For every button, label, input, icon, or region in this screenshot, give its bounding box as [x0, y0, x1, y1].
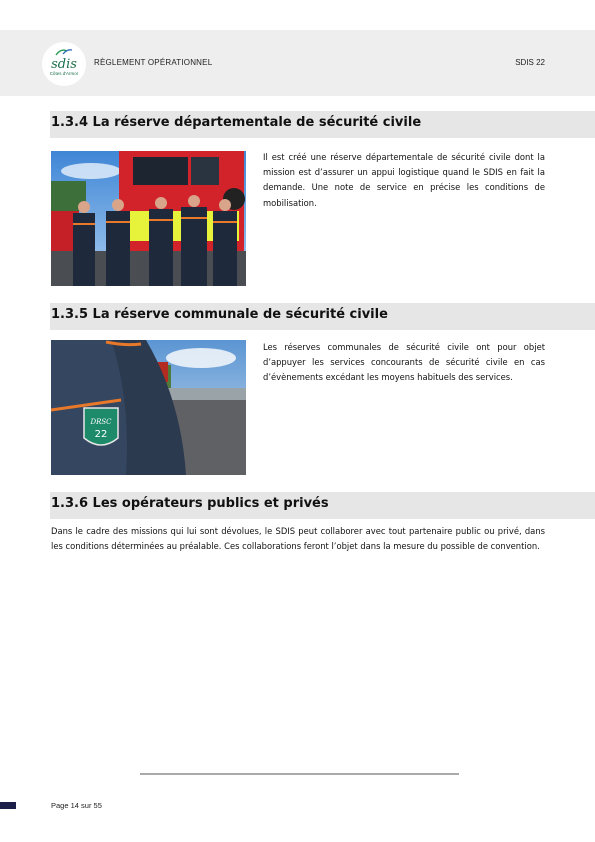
badge-number: 22 — [94, 429, 108, 440]
footer-accent-mark — [0, 802, 16, 809]
section-heading-bar — [50, 492, 595, 519]
logo-subtext: Côtes d'Armor — [49, 71, 79, 76]
section-title: 1.3.4 La réserve départementale de sécurité civile — [51, 115, 422, 130]
badge-label: DRSC — [90, 418, 112, 426]
page-number: Page 14 sur 55 — [51, 801, 102, 810]
sdis-logo — [42, 42, 86, 86]
footer-divider — [140, 773, 459, 775]
reserve-uniform-photo — [51, 340, 246, 475]
reserve-team-photo — [51, 151, 246, 286]
page-header — [0, 30, 595, 96]
section-paragraph: Les réserves communales de sécurité civile ont pour objet d’appuyer les services concourants de sécurité civile en cas d’évènements excédant les moyens habituels des services. — [263, 342, 545, 383]
section-title: 1.3.5 La réserve communale de sécurité civile — [51, 307, 388, 322]
leaf-icon — [55, 48, 73, 56]
section-paragraph: Il est créé une réserve départementale de sécurité civile dont la mission est d’assurer un appui logistique quand le SDIS en fait la demande. Une note de service en précise les conditions de mobilisation. — [263, 152, 545, 208]
document-code: SDIS 22 — [515, 58, 545, 67]
section-heading-bar — [50, 303, 595, 330]
section-paragraph: Dans le cadre des missions qui lui sont dévolues, le SDIS peut collaborer avec tout partenaire public ou privé, dans les conditions déterminées au préalable. Ces collaborations feront l’objet dans la mesure du possible de convention. — [51, 526, 545, 552]
section-title: 1.3.6 Les opérateurs publics et privés — [51, 496, 329, 511]
section-heading-bar — [50, 111, 595, 138]
document-title: RÈGLEMENT OPÉRATIONNEL — [94, 58, 213, 67]
logo-wordmark: sdis — [51, 57, 77, 72]
